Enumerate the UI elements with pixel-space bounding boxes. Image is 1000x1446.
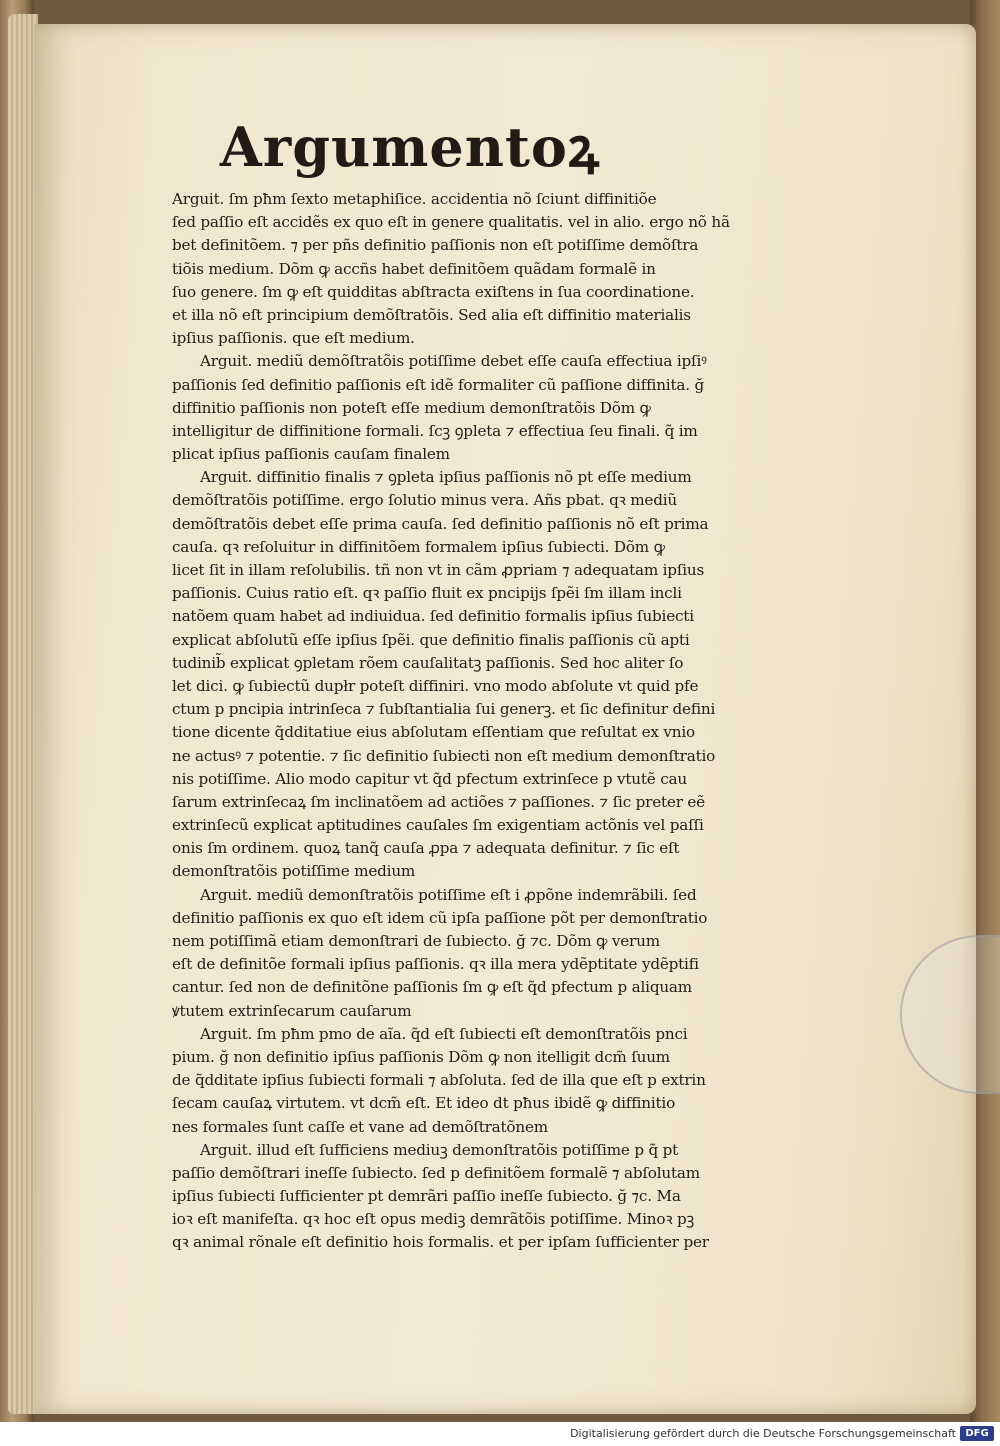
text-line: Arguit. mediũ demonſtratõis potiſſime eſt i ꝓpõne indemrãbili. ſed xyxy=(200,885,697,904)
text-line: ſarum extrinſecaꝝ ſm inclinatõem ad actiões ⁊ paſſiones. ⁊ ſic preter eẽ xyxy=(172,792,705,811)
text-line: demõſtratõis potiſſime. ergo ſolutio minus vera. Añs pbat. qꝛ mediũ xyxy=(172,491,677,510)
text-line: explicat abſolutũ eſſe ipſius ſpẽi. que definitio finalis paſſionis cũ apti xyxy=(172,630,690,649)
text-line: ipſius ſubiecti ſufficienter pt demrãri paſſio ineſſe ſubiecto. ğ ⁊c. Ma xyxy=(172,1187,681,1206)
text-line: plicat ipſius paſſionis cauſam finalem xyxy=(172,445,450,464)
text-line: intelligitur de diffinitione formali. ſcꝫ ꝯpleta ⁊ effectiua ſeu finali. q̃ im xyxy=(172,421,698,440)
text-line: Arguit. diffinitio finalis ⁊ ꝯpleta ipſius paſſionis nõ pt eſſe medium xyxy=(200,468,692,487)
text-line: qꝛ animal rõnale eſt definitio hois formalis. et per ipſam ſufficienter per xyxy=(172,1233,709,1252)
text-line: Arguit. illud eſt ſufficiens mediuꝫ demonſtratõis potiſſime p q̃ pt xyxy=(200,1140,679,1159)
text-line: paſſio demõſtrari ineſſe ſubiecto. ſed p definitõem formalẽ ⁊ abſolutam xyxy=(172,1163,700,1182)
text-line: Arguit. mediũ demõſtratõis potiſſime debet eſſe cauſa effectiua ipſiꝰ xyxy=(200,352,707,371)
funding-credit: Digitalisierung gefördert durch die Deutsche Forschungsgemeinschaft xyxy=(570,1427,956,1440)
text-line: et illa nõ eſt principium demõſtratõis. Sed alia eſt diffinitio materialis xyxy=(172,305,691,324)
text-line: ne actusꝰ ⁊ potentie. ⁊ ſic definitio ſubiecti non eſt medium demonſtratio xyxy=(172,746,716,765)
dfg-logo: DFG xyxy=(960,1426,994,1441)
page-heading: Argumentoꝝ xyxy=(219,115,601,179)
text-line: licet ſit in illam reſolubilis. tñ non vt in cãm ꝓpriam ⁊ adequatam ipſius xyxy=(172,561,705,579)
text-line: paſſionis ſed definitio paſſionis eſt idẽ formaliter cũ paſſione diffinita. ğ xyxy=(172,375,704,394)
text-line: Arguit. ſm pħm pmo de aĩa. q̃d eſt ſubiecti eſt demonſtratõis pnci xyxy=(200,1024,688,1043)
text-line: ꝟtutem extrinſecarum cauſarum xyxy=(172,1001,412,1020)
text-line: paſſionis. Cuius ratio eſt. qꝛ paſſio fluit ex pncipijs ſpẽi ſm illam incli xyxy=(172,584,682,603)
text-line: pium. ğ non definitio ipſius paſſionis Dõm ꝙ non itelligit dcm̃ ſuum xyxy=(172,1047,670,1066)
text-line: ctum p pncipia intrinſeca ⁊ ſubſtantialia ſui generꝫ. et ſic definitur defini xyxy=(172,700,716,719)
text-block xyxy=(172,188,772,1255)
text-line: demonſtratõis potiſſime medium xyxy=(172,862,416,881)
text-line: extrinſecũ explicat aptitudines cauſales ſm exigentiam actõnis vel paſſi xyxy=(172,816,704,835)
text-line: ioꝛ eſt manifeſta. qꝛ hoc eſt opus mediꝫ demrãtõis potiſſime. Minoꝛ pꝫ xyxy=(172,1210,695,1229)
text-line: ſuo genere. ſm ꝙ eſt quidditas abſtracta exiſtens in ſua coordinatione. xyxy=(172,282,695,301)
text-line: natõem quam habet ad indiuidua. ſed definitio formalis ipſius ſubiecti xyxy=(172,607,694,626)
text-line: cantur. ſed non de definitõne paſſionis ſm ꝙ eſt q̃d pfectum p aliquam xyxy=(172,978,692,997)
text-line: definitio paſſionis ex quo eſt idem cũ ipſa paſſione põt per demonſtratio xyxy=(172,908,708,927)
text-line: demõſtratõis debet eſſe prima cauſa. ſed definitio paſſionis nõ eſt prima xyxy=(172,514,709,533)
text-line: let dici. ꝙ ſubiectũ dupłr poteſt diffiniri. vno modo abſolute vt quid pfe xyxy=(172,676,699,695)
text-line: tiõis medium. Dõm ꝙ accñs habet definitõem quãdam formalẽ in xyxy=(172,259,656,278)
text-line: nis potiſſime. Alio modo capitur vt q̃d pfectum extrinſece p vtutẽ cau xyxy=(172,769,687,788)
text-line: ſecam cauſaꝝ virtutem. vt dcm̃ eſt. Et ideo dt pħus ibidẽ ꝙ diffinitio xyxy=(172,1094,676,1113)
footer-bar xyxy=(0,1422,1000,1446)
text-line: tione dicente q̃dditatiue eius abſolutam eſſentiam que reſultat ex vnio xyxy=(172,723,695,742)
text-line: Arguit. ſm pħm ſexto metaphiſice. accidentia nõ ſciunt diffinitiõe xyxy=(172,190,657,208)
text-line: de q̃dditate ipſius ſubiecti formali ⁊ abſoluta. ſed de illa que eſt p extrin xyxy=(172,1071,706,1090)
text-line: cauſa. qꝛ reſoluitur in diffinitõem formalem ipſius ſubiecti. Dõm ꝙ xyxy=(172,537,665,556)
text-line: eſt de definitõe formali ipſius paſſionis. qꝛ illa mera ydẽptitate ydẽptifi xyxy=(172,955,699,974)
text-line: ſed paſſio eſt accidẽs ex quo eſt in genere qualitatis. vel in alio. ergo nõ hã xyxy=(172,213,730,232)
text-line: nes formales ſunt caſſe et vane ad demõſtratõnem xyxy=(172,1117,548,1136)
text-line: onis ſm ordinem. quoꝝ tanq̃ cauſa ꝓpa ⁊ adequata definitur. ⁊ ſic eſt xyxy=(172,839,680,858)
text-line: diffinitio paſſionis non poteſt eſſe medium demonſtratõis Dõm ꝙ xyxy=(172,398,651,417)
text-line: bet definitõem. ⁊ per pñs definitio paſſionis non eſt potiſſime demõſtra xyxy=(172,236,699,255)
text-line: tudinib̃ explicat ꝯpletam rõem cauſalitatꝫ paſſionis. Sed hoc aliter ſo xyxy=(172,653,684,672)
text-line: ipſius paſſionis. que eſt medium. xyxy=(172,329,415,348)
text-line: nem potiſſimã etiam demonſtrari de ſubiecto. ğ ⁊c. Dõm ꝙ verum xyxy=(172,932,660,950)
